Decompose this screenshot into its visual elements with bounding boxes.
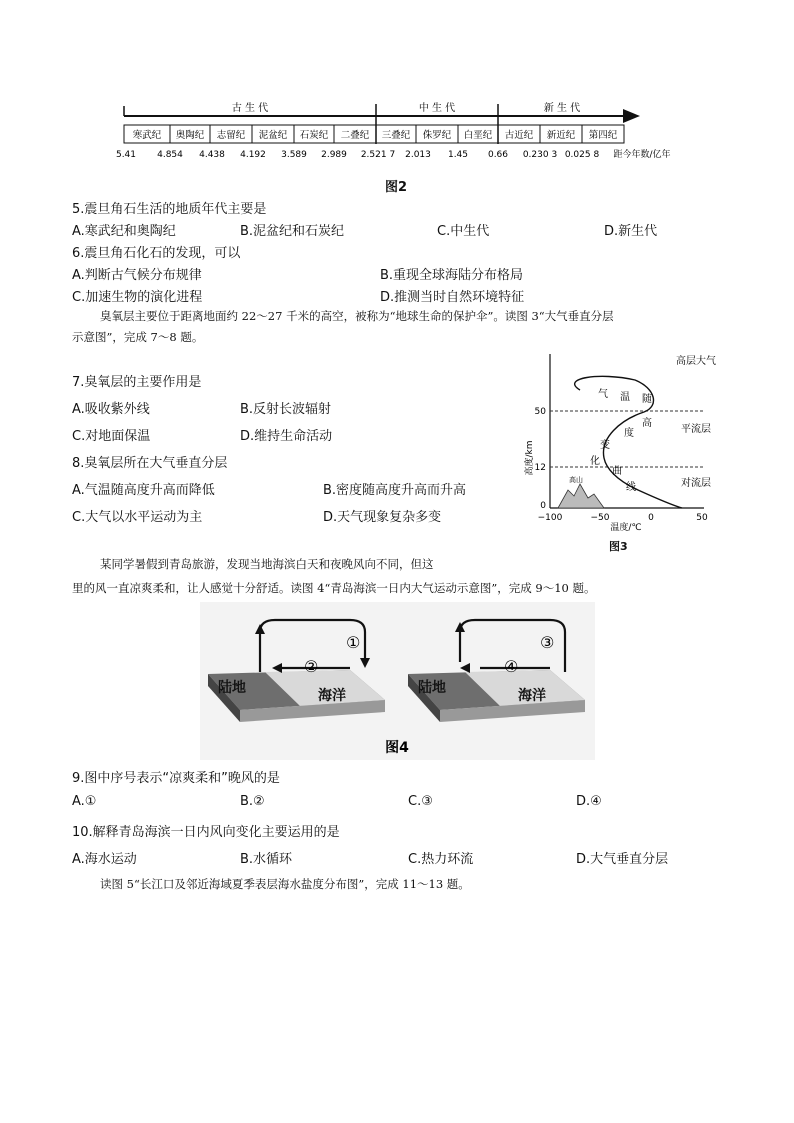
age-tick: 3.589: [281, 150, 307, 160]
question-7-option-a[interactable]: A.吸收紫外线: [72, 402, 150, 417]
question-9-option-c[interactable]: C.③: [408, 794, 433, 809]
y-tick-0: 0: [540, 501, 546, 511]
age-tick: 0.025 8: [564, 150, 600, 160]
question-8-option-c[interactable]: C.大气以水平运动为主: [72, 510, 203, 525]
age-tick: 4.854: [157, 150, 183, 160]
figure-2-timeline: [110, 98, 680, 166]
age-tick: 2.013: [405, 150, 431, 160]
curve-label-char: 高: [642, 418, 652, 429]
age-tick: 4.192: [240, 150, 266, 160]
question-6-option-d[interactable]: D.推测当时自然环境特征: [380, 290, 525, 305]
age-tick: 2.989: [321, 150, 347, 160]
ocean-label-right: 海洋: [518, 688, 546, 704]
figure-3-caption: 图3: [609, 540, 628, 553]
period-triassic: 三叠纪: [381, 130, 411, 141]
curve-label-char: 气: [598, 389, 608, 400]
age-tick: 0.66: [487, 150, 509, 160]
figure-2-caption: 图2: [385, 180, 408, 195]
period-jurassic: 侏罗纪: [422, 130, 452, 141]
question-5-option-d[interactable]: D.新生代: [604, 224, 658, 239]
period-ordovician: 奥陶纪: [175, 130, 205, 141]
question-9-option-a[interactable]: A.①: [72, 794, 97, 809]
question-6-option-a[interactable]: A.判断古气候分布规律: [72, 268, 202, 283]
land-label-left: 陆地: [218, 680, 246, 696]
marker-2: ②: [304, 657, 319, 676]
period-paleogene: 古近纪: [504, 130, 534, 141]
question-9-stem: 9.图中序号表示“凉爽柔和”晚风的是: [72, 771, 280, 786]
mountain-label: 高山: [569, 476, 583, 484]
ocean-label-left: 海洋: [318, 688, 346, 704]
intro-7-8-line2: 示意图”，完成 7～8 题。: [72, 330, 204, 344]
layer-troposphere: 对流层: [681, 478, 711, 489]
period-permian: 二叠纪: [340, 130, 370, 141]
x-tick--50: −50: [590, 513, 610, 523]
y-tick-50: 50: [534, 407, 546, 417]
figure-3-atmosphere: [520, 350, 720, 555]
curve-label-char: 随: [642, 394, 652, 405]
period-neogene: 新近纪: [546, 130, 576, 141]
question-8-option-d[interactable]: D.天气现象复杂多变: [323, 510, 442, 525]
curve-label-char: 变: [600, 440, 610, 451]
question-10-stem: 10.解释青岛海滨一日内风向变化主要运用的是: [72, 825, 340, 840]
age-tick: 5.41: [115, 150, 137, 160]
question-6-option-b[interactable]: B.重现全球海陆分布格局: [380, 268, 524, 283]
y-tick-12: 12: [534, 463, 546, 473]
intro-7-8-line1: 臭氧层主要位于距离地面约 22～27 千米的高空，被称为“地球生命的保护伞”。读图 3“大气垂直分层: [100, 309, 614, 323]
curve-label-char: 温: [620, 392, 630, 403]
layer-upper-atmosphere: 高层大气: [676, 356, 716, 367]
question-5-option-c[interactable]: C.中生代: [437, 224, 490, 239]
period-quaternary: 第四纪: [588, 130, 618, 141]
question-9-option-d[interactable]: D.④: [576, 794, 602, 809]
era-label-mesozoic: 中 生 代: [418, 103, 456, 114]
x-axis-label: 温度/℃: [610, 523, 642, 533]
age-tick: 4.438: [199, 150, 225, 160]
marker-4: ④: [504, 657, 519, 676]
age-tick: 2.521 7: [360, 150, 396, 160]
question-8-stem: 8.臭氧层所在大气垂直分层: [72, 456, 228, 471]
question-6-stem: 6.震旦角石化石的发现，可以: [72, 246, 241, 261]
period-cambrian: 寒武纪: [132, 130, 162, 141]
intro-9-10-line2: 里的风一直凉爽柔和，让人感觉十分舒适。读图 4“青岛海滨一日内大气运动示意图”，完成 9～10 题。: [72, 581, 596, 595]
curve-label-char: 化: [590, 456, 600, 467]
period-devonian: 泥盆纪: [258, 130, 288, 141]
x-tick-0: 0: [648, 513, 654, 523]
period-cretaceous: 白垩纪: [463, 130, 493, 141]
x-tick--100: −100: [537, 513, 563, 523]
period-silurian: 志留纪: [216, 130, 246, 141]
question-7-option-d[interactable]: D.维持生命活动: [240, 429, 333, 444]
marker-1: ①: [346, 633, 361, 652]
question-9-option-b[interactable]: B.②: [240, 794, 265, 809]
age-tick: 1.45: [447, 150, 469, 160]
mountain-shape: [558, 484, 604, 508]
curve-label-char: 度: [624, 428, 634, 439]
era-label-cenozoic: 新 生 代: [543, 103, 581, 114]
question-5-option-a[interactable]: A.寒武纪和奥陶纪: [72, 224, 176, 239]
period-carboniferous: 石炭纪: [299, 130, 329, 141]
figure-4-sea-breeze: [200, 602, 595, 760]
x-tick-50: 50: [696, 513, 708, 523]
curve-label-char: 线: [626, 482, 636, 493]
y-axis-label: 高度/km: [525, 440, 535, 476]
question-10-option-a[interactable]: A.海水运动: [72, 852, 137, 867]
marker-3: ③: [540, 633, 555, 652]
age-tick: 0.230 3: [522, 150, 558, 160]
question-7-stem: 7.臭氧层的主要作用是: [72, 375, 202, 390]
curve-label-char: 曲: [612, 466, 622, 477]
land-label-right: 陆地: [418, 680, 446, 696]
question-8-option-a[interactable]: A.气温随高度升高而降低: [72, 483, 215, 498]
question-7-option-c[interactable]: C.对地面保温: [72, 429, 151, 444]
question-10-option-d[interactable]: D.大气垂直分层: [576, 852, 669, 867]
question-6-option-c[interactable]: C.加速生物的演化进程: [72, 290, 203, 305]
question-8-option-b[interactable]: B.密度随高度升高而升高: [323, 483, 467, 498]
figure-4-caption: 图4: [385, 740, 409, 756]
intro-9-10-line1: 某同学暑假到青岛旅游，发现当地海滨白天和夜晚风向不同，但这: [100, 557, 434, 571]
question-10-option-c[interactable]: C.热力环流: [408, 852, 474, 867]
question-10-option-b[interactable]: B.水循环: [240, 852, 293, 867]
layer-stratosphere: 平流层: [681, 424, 711, 435]
question-5-stem: 5.震旦角石生活的地质年代主要是: [72, 202, 267, 217]
age-unit-label: 距今年数/亿年: [613, 150, 671, 160]
question-5-option-b[interactable]: B.泥盆纪和石炭纪: [240, 224, 345, 239]
intro-11-13-line1: 读图 5“长江口及邻近海域夏季表层海水盐度分布图”，完成 11～13 题。: [100, 877, 470, 891]
era-label-paleozoic: 古 生 代: [231, 103, 269, 114]
question-7-option-b[interactable]: B.反射长波辐射: [240, 402, 332, 417]
